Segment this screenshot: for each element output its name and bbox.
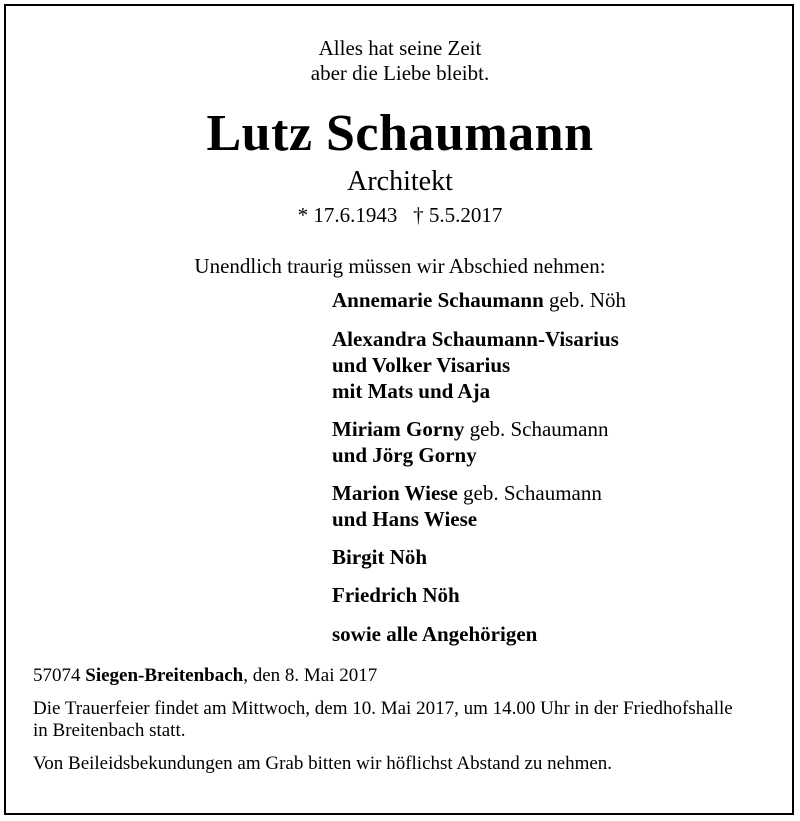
mourner-4-name: Marion Wiese (332, 481, 458, 505)
mourning-intro: Unendlich traurig müssen wir Abschied nehmen: (194, 254, 606, 278)
mourner-2-line-3: mit Mats und Aja (332, 379, 491, 403)
birth-date: * 17.6.1943 (297, 203, 398, 227)
mourner-7: sowie alle Angehörigen (332, 622, 538, 646)
condolence-note: Von Beileidsbekundungen am Grab bitten wir höflichst Abstand zu nehmen. (33, 753, 613, 774)
deceased-name: Lutz Schaumann (206, 105, 594, 162)
mourner-4-line-2: und Hans Wiese (332, 507, 478, 531)
motto-line-2: aber die Liebe bleibt. (310, 61, 490, 85)
service-info-line-2: in Breitenbach statt. (33, 720, 186, 741)
mourner-3-line-2: und Jörg Gorny (332, 443, 477, 467)
notice-date: , den 8. Mai 2017 (243, 665, 378, 686)
motto-line-1: Alles hat seine Zeit (318, 36, 482, 60)
mourner-1-name: Annemarie Schaumann (332, 288, 544, 312)
mourner-3-name: Miriam Gorny (332, 417, 465, 441)
place-name: Siegen-Breitenbach (85, 665, 244, 686)
service-info-line-1: Die Trauerfeier findet am Mittwoch, dem 10. Mai 2017, um 14.00 Uhr in der Friedhofshalle (33, 698, 733, 719)
place-date-line (33, 665, 377, 687)
mourner-6: Friedrich Nöh (332, 583, 460, 607)
mourner-4-suffix: geb. Schaumann (457, 481, 602, 505)
mourner-2-line-2: und Volker Visarius (332, 353, 511, 377)
mourner-5: Birgit Nöh (332, 545, 428, 569)
mourner-1-suffix: geb. Nöh (543, 288, 627, 312)
life-dates (0, 203, 800, 227)
deceased-profession: Architekt (347, 166, 453, 197)
mourner-3 (332, 417, 608, 442)
zip-code: 57074 (33, 665, 86, 686)
mourner-4 (332, 481, 602, 506)
mourner-1 (332, 288, 626, 313)
death-date: † 5.5.2017 (413, 203, 503, 227)
mourner-2-line-1: Alexandra Schaumann-Visarius (332, 327, 619, 351)
mourner-3-suffix: geb. Schaumann (464, 417, 609, 441)
